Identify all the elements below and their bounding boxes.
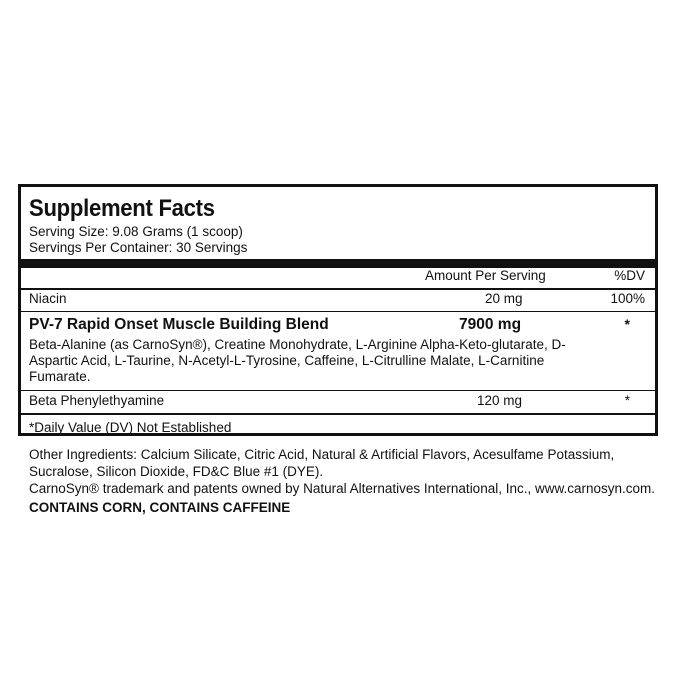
blend-dv: * <box>624 316 630 332</box>
blend-amount: 7900 mg <box>459 316 522 333</box>
supplement-facts-panel <box>18 184 658 436</box>
other-ingredients-line: Other Ingredients: Calcium Silicate, Citric Acid, Natural & Artificial Flavors, Acesulfame Potassium, <box>29 447 615 462</box>
beta-phenylethyamine-amount: 120 mg <box>477 393 523 408</box>
beta-phenylethyamine-name: Beta Phenylethyamine <box>29 393 165 408</box>
daily-value-footnote: *Daily Value (DV) Not Established <box>29 420 232 435</box>
niacin-amount: 20 mg <box>485 291 523 306</box>
amount-per-serving-header: Amount Per Serving <box>425 268 546 283</box>
blend-name: PV-7 Rapid Onset Muscle Building Blend <box>29 316 329 333</box>
row-divider <box>21 390 655 391</box>
trademark-notice: CarnoSyn® trademark and patents owned by Natural Alternatives International, Inc., www.carnosyn.com. <box>29 481 656 496</box>
servings-per-container: Servings Per Container: 30 Servings <box>29 240 248 255</box>
thick-divider <box>21 259 655 268</box>
panel-title: Supplement Facts <box>29 195 215 222</box>
header-divider <box>21 288 655 290</box>
other-ingredients-block <box>29 446 659 516</box>
footnote-divider <box>21 413 655 415</box>
niacin-name: Niacin <box>29 291 67 306</box>
serving-size: Serving Size: 9.08 Grams (1 scoop) <box>29 224 243 239</box>
allergen-statement: CONTAINS CORN, CONTAINS CAFFEINE <box>29 500 291 515</box>
row-divider <box>21 311 655 312</box>
niacin-dv: 100% <box>610 291 645 306</box>
blend-ingredients: Beta-Alanine (as CarnoSyn®), Creatine Monohydrate, L-Arginine Alpha-Keto-glutarate, D-Aspartic Acid, L-Taurine, N-Acetyl-L-Tyrosine, Caffeine, L-Citrulline Malate, L-Carnitine Fumarate. <box>29 337 566 384</box>
beta-phenylethyamine-dv: * <box>624 393 630 408</box>
dv-header: %DV <box>614 268 645 283</box>
other-ingredients-line: Sucralose, Silicon Dioxide, FD&C Blue #1 (DYE). <box>29 464 324 479</box>
